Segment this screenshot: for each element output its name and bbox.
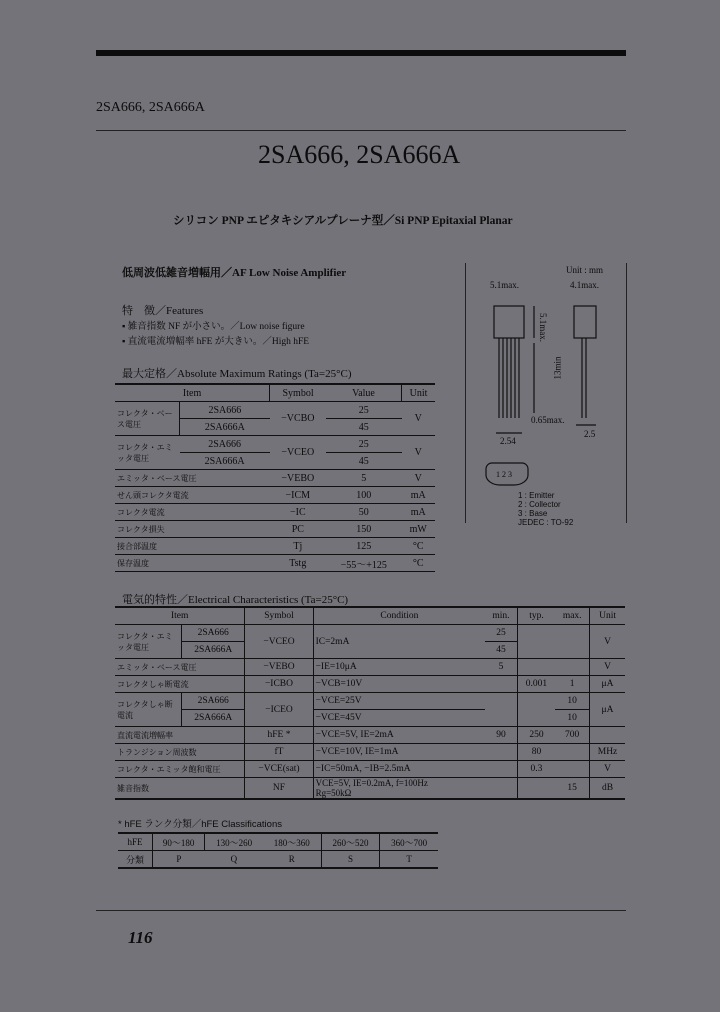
package-drawing xyxy=(465,263,627,527)
abs-max-heading: 最大定格／Absolute Maximum Ratings (Ta=25°C) xyxy=(122,368,352,380)
sub: 2SA666A xyxy=(180,453,270,470)
condition: −VCE=5V, IE=2mA xyxy=(313,727,485,744)
jedec-label: JEDEC : TO-92 xyxy=(518,518,574,527)
abs-max-table xyxy=(115,383,435,572)
typ: 0.001 xyxy=(517,676,555,693)
symbol: hFE * xyxy=(245,727,313,744)
item: コレクタしゃ断電流 xyxy=(115,693,182,727)
dim-label: 13min xyxy=(552,356,563,380)
symbol: fT xyxy=(245,744,313,761)
sub: 2SA666A xyxy=(180,419,270,436)
symbol: −VCE(sat) xyxy=(245,761,313,778)
dim-label: 2.5 xyxy=(584,429,596,439)
min: 25 xyxy=(485,625,517,642)
value: 45 xyxy=(326,453,402,470)
item: コレクタ電流 xyxy=(115,504,270,521)
col-unit: Unit xyxy=(402,384,436,402)
item: トランジション周波数 xyxy=(115,744,245,761)
col-min: min. xyxy=(485,607,517,625)
symbol: −VCEO xyxy=(245,625,313,659)
table-row xyxy=(115,504,435,521)
condition: −VCE=25V xyxy=(313,693,485,710)
dim-label: 4.1max. xyxy=(570,280,599,290)
row-label: 分類 xyxy=(118,851,153,869)
sub: 2SA666 xyxy=(182,625,245,642)
max: 1 xyxy=(555,676,589,693)
table-row xyxy=(115,470,435,487)
max: 15 xyxy=(555,778,589,800)
condition: −VCE=10V, IE=1mA xyxy=(313,744,485,761)
feature-item: ▪ 雑音指数 NF が小さい。／Low noise figure xyxy=(122,322,305,332)
table-row xyxy=(118,851,438,869)
symbol: −VEBO xyxy=(245,659,313,676)
value: 45 xyxy=(326,419,402,436)
rank: R xyxy=(263,851,321,869)
unit: V xyxy=(590,625,625,659)
value: 50 xyxy=(326,504,402,521)
sub: 2SA666A xyxy=(182,710,245,727)
symbol: PC xyxy=(270,521,326,538)
col-item: Item xyxy=(115,607,245,625)
page-number: 116 xyxy=(128,928,153,947)
item: せん頭コレクタ電流 xyxy=(115,487,270,504)
sub: 2SA666 xyxy=(180,436,270,453)
pin-legend: 1 : Emitter xyxy=(518,491,555,500)
symbol: −VEBO xyxy=(270,470,326,487)
max: 700 xyxy=(555,727,589,744)
unit: V xyxy=(402,436,436,470)
value: 125 xyxy=(326,538,402,555)
table-row xyxy=(115,521,435,538)
item: コレクタ・エミッタ電圧 xyxy=(115,625,182,659)
item: コレクタ・ベース電圧 xyxy=(115,402,180,436)
table-row xyxy=(115,761,625,778)
col-item: Item xyxy=(115,384,270,402)
unit: °C xyxy=(402,555,436,572)
rank: P xyxy=(153,851,205,869)
range: 260～520 xyxy=(321,833,380,851)
unit: mW xyxy=(402,521,436,538)
dim-label: 0.65max. xyxy=(531,415,565,425)
feature-item: ▪ 直流電流増幅率 hFE が大きい。／High hFE xyxy=(122,337,310,347)
item: 保存温度 xyxy=(115,555,270,572)
header-rule xyxy=(96,130,626,131)
col-symbol: Symbol xyxy=(245,607,313,625)
table-row xyxy=(115,625,625,642)
max: 10 xyxy=(555,710,589,727)
unit: MHz xyxy=(590,744,625,761)
item: エミッタ・ベース電圧 xyxy=(115,470,270,487)
table-row xyxy=(115,693,625,710)
item: コレクタ・エミッタ電圧 xyxy=(115,436,180,470)
application: 低周波低雑音増幅用／AF Low Noise Amplifier xyxy=(122,267,347,279)
col-unit: Unit xyxy=(590,607,625,625)
typ: 80 xyxy=(517,744,555,761)
condition: IC=2mA xyxy=(313,625,485,659)
symbol: −VCEO xyxy=(270,436,326,470)
col-value: Value xyxy=(326,384,402,402)
range: 180～360 xyxy=(263,833,321,851)
unit: V xyxy=(402,470,436,487)
sub: 2SA666 xyxy=(180,402,270,419)
dim-label: 5.1max. xyxy=(538,313,548,342)
item: コレクタ・エミッタ飽和電圧 xyxy=(115,761,245,778)
value: 25 xyxy=(326,436,402,453)
item: 雑音指数 xyxy=(115,778,245,800)
hfe-table xyxy=(118,832,438,869)
unit: °C xyxy=(402,538,436,555)
typ: 250 xyxy=(517,727,555,744)
range: 90～180 xyxy=(153,833,205,851)
page-title: 2SA666, 2SA666A xyxy=(258,140,461,169)
max: 10 xyxy=(555,693,589,710)
typ: 0.3 xyxy=(517,761,555,778)
symbol: −ICBO xyxy=(245,676,313,693)
col-max: max. xyxy=(555,607,589,625)
table-row xyxy=(115,555,435,572)
sub: 2SA666A xyxy=(182,642,245,659)
table-row xyxy=(118,833,438,851)
pin-legend: 2 : Collector xyxy=(518,500,561,509)
table-row xyxy=(115,402,435,419)
hfe-heading: * hFE ランク分類／hFE Classifications xyxy=(118,819,282,830)
unit: μA xyxy=(590,693,625,727)
value: 5 xyxy=(326,470,402,487)
row-label: hFE xyxy=(118,833,153,851)
value: 150 xyxy=(326,521,402,538)
symbol: −VCBO xyxy=(270,402,326,436)
table-row xyxy=(115,487,435,504)
footer-rule xyxy=(96,910,626,911)
dim-label: 2.54 xyxy=(500,436,516,446)
condition: −VCE=45V xyxy=(313,710,485,727)
value: 25 xyxy=(326,402,402,419)
pin-legend: 3 : Base xyxy=(518,509,548,518)
unit: V xyxy=(590,659,625,676)
elec-heading: 電気的特性／Electrical Characteristics (Ta=25°C) xyxy=(122,594,349,606)
condition: −VCB=10V xyxy=(313,676,485,693)
item: 接合部温度 xyxy=(115,538,270,555)
table-row xyxy=(115,538,435,555)
condition: −IC=50mA, −IB=2.5mA xyxy=(313,761,485,778)
pin-numbers: 1 2 3 xyxy=(496,470,512,479)
min: 90 xyxy=(485,727,517,744)
running-header: 2SA666, 2SA666A xyxy=(96,100,205,115)
dim-label: 5.1max. xyxy=(490,280,519,290)
symbol: Tj xyxy=(270,538,326,555)
symbol: −ICEO xyxy=(245,693,313,727)
range: 130～260 xyxy=(205,833,263,851)
subtitle: シリコン PNP エピタキシアルプレーナ型／Si PNP Epitaxial Planar xyxy=(173,215,513,227)
symbol: Tstg xyxy=(270,555,326,572)
table-row xyxy=(115,744,625,761)
item: 直流電流増幅率 xyxy=(115,727,245,744)
item: エミッタ・ベース電圧 xyxy=(115,659,245,676)
unit: V xyxy=(590,761,625,778)
to92-outline xyxy=(466,263,626,523)
top-rule xyxy=(96,50,626,56)
symbol: NF xyxy=(245,778,313,800)
unit: mA xyxy=(402,487,436,504)
min: 5 xyxy=(485,659,517,676)
unit-label: Unit : mm xyxy=(566,265,604,275)
features-heading: 特 徴／Features xyxy=(122,305,204,317)
sub: 2SA666 xyxy=(182,693,245,710)
value: 100 xyxy=(326,487,402,504)
table-row xyxy=(115,778,625,800)
item: コレクタ損失 xyxy=(115,521,270,538)
col-condition: Condition xyxy=(313,607,485,625)
table-row xyxy=(115,436,435,453)
rank: Q xyxy=(205,851,263,869)
unit: dB xyxy=(590,778,625,800)
col-symbol: Symbol xyxy=(270,384,326,402)
table-row xyxy=(115,659,625,676)
min: 45 xyxy=(485,642,517,659)
value: −55～+125 xyxy=(326,555,402,572)
condition: Rg=50kΩ xyxy=(315,788,352,798)
unit: V xyxy=(402,402,436,436)
symbol: −IC xyxy=(270,504,326,521)
table-row xyxy=(115,676,625,693)
table-row xyxy=(115,727,625,744)
condition: −IE=10μA xyxy=(313,659,485,676)
unit: μA xyxy=(590,676,625,693)
range: 360～700 xyxy=(380,833,438,851)
unit: mA xyxy=(402,504,436,521)
item: コレクタしゃ断電流 xyxy=(115,676,245,693)
col-typ: typ. xyxy=(517,607,555,625)
rank: S xyxy=(321,851,380,869)
condition: VCE=5V, IE=0.2mA, f=100Hz xyxy=(315,778,428,788)
rank: T xyxy=(380,851,438,869)
elec-table xyxy=(115,606,625,800)
symbol: −ICM xyxy=(270,487,326,504)
